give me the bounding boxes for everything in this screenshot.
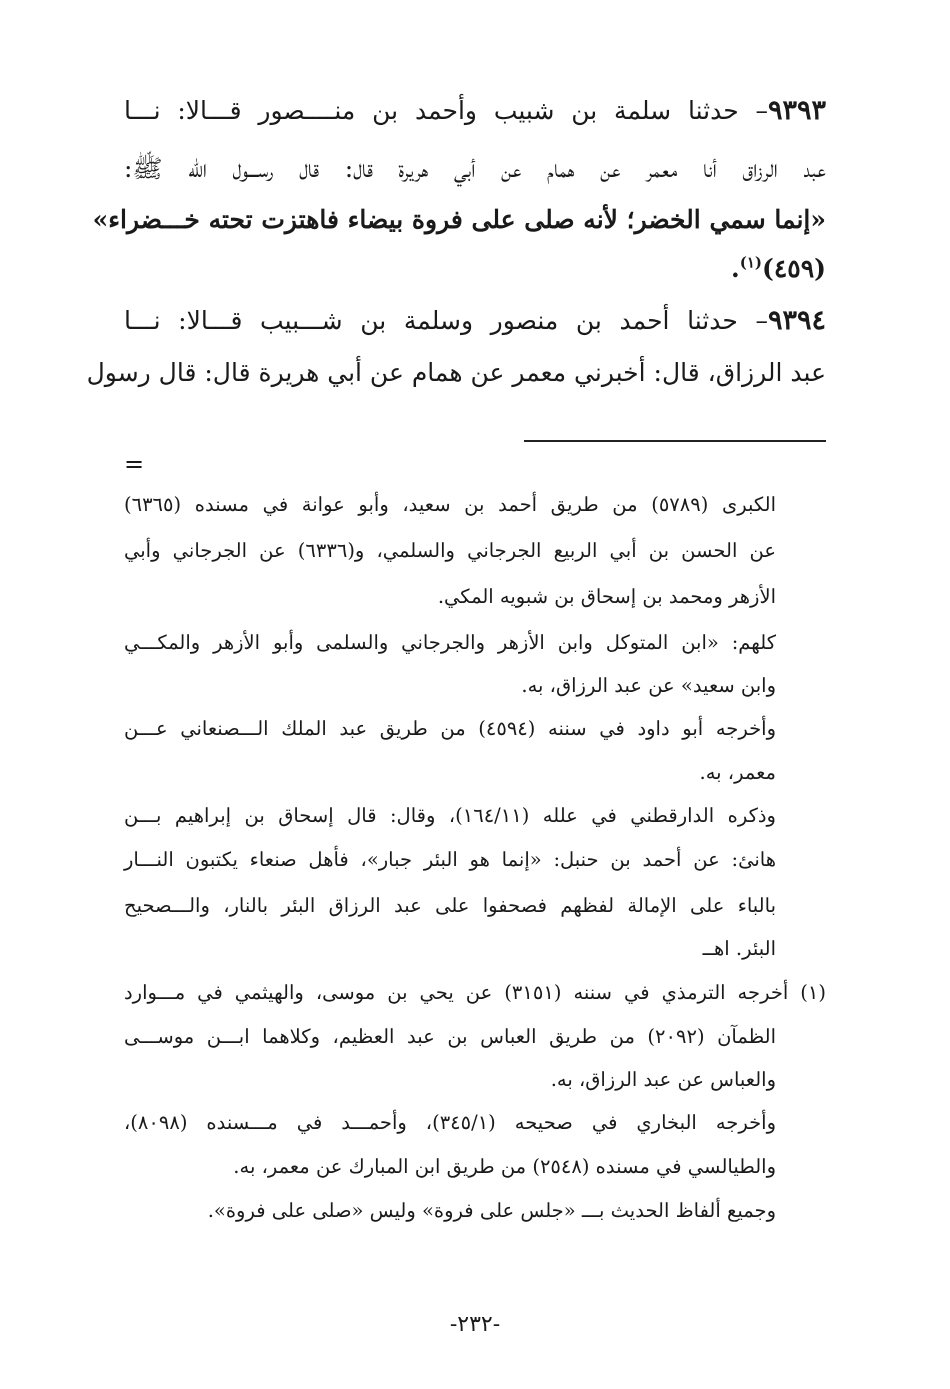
footnote-line: وأخرجه أبو داود في سننه (٤٥٩٤) من طريق عبد الملك الـــصنعاني عـــن: [124, 717, 776, 740]
footnote-line: كلهم: «ابن المتوكل وابن الأزهر والجرجاني والسلمى وأبو الأزهر والمكـــي: [124, 631, 776, 654]
continuation-mark: =: [124, 450, 145, 478]
footnote-line: هانئ: عن أحمد بن حنبل: «إنما هو البئر جبار»، فأهل صنعاء يكتبون النـــار: [124, 848, 776, 871]
footnote-line: والعباس عن عبد الرزاق، به.: [550, 1068, 776, 1091]
hadith-9393-line-1: ٩٣٩٣– حدثنا سلمة بن شبيب وأحمد بن منــــصور قـــالا: نـــا: [124, 95, 826, 126]
footnote-line: بالباء على الإمالة لفظهم فصحفوا على عبد الرزاق البئر بالنار، والـــصحيح: [124, 894, 776, 917]
hadith-number: ٩٣٩٣: [767, 95, 826, 126]
footnote-separator: [524, 440, 826, 442]
footnote-line: الأزهر ومحمد بن إسحاق بن شبويه المكي.: [437, 585, 776, 608]
footnote-line: والطيالسي في مسنده (٢٥٤٨) من طريق ابن المبارك عن معمر، به.: [233, 1155, 776, 1178]
footnote-line: وجميع ألفاظ الحديث بـــ «جلس على فروة» وليس «صلى على فروة».: [207, 1199, 776, 1222]
hadith-9393-line-3: «إنما سمي الخضر؛ لأنه صلى على فروة بيضاء فاهتزت تحته خـــضراء»: [92, 205, 826, 234]
footnote-line: معمر، به.: [699, 761, 776, 784]
footnote-line: وأخرجه البخاري في صحيحه (٣٤٥/١)، وأحمـــد في مـــسنده (٨٠٩٨)،: [124, 1111, 776, 1134]
hadith-number: ٩٣٩٤: [767, 305, 826, 336]
hadith-9393-line-2: عبد الرزاق أنا معمر عن همام عن أبي هريرة قال: قال رســـول الله ﷺ:: [124, 154, 826, 183]
footnote-line: وذكره الدارقطني في علله (١٦٤/١١)، وقال: قال إسحاق بن إبراهيم بـــن: [124, 804, 776, 827]
footnote-line: عن الحسن بن أبي الربيع الجرجاني والسلمي، و(٦٣٣٦) عن الجرجاني وأبي: [124, 539, 776, 562]
hadith-9393-line-4: (٤٥٩)$^{(١)}$.: [731, 253, 826, 283]
footnote-line: الظمآن (٢٠٩٢) من طريق العباس بن عبد العظيم، وكلاهما ابـــن موســـى: [124, 1025, 776, 1048]
hadith-9394-line-1: ٩٣٩٤– حدثنا أحمد بن منصور وسلمة بن شـــبيب قـــالا: نـــا: [124, 305, 826, 336]
footnote-marker: (١): [739, 253, 763, 272]
page-number: -٢٣٢-: [449, 1312, 501, 1337]
footnote-line: وابن سعيد» عن عبد الرزاق، به.: [521, 674, 776, 697]
footnote-1-line: (١) أخرجه الترمذي في سننه (٣١٥١) عن يحي بن موسى، والهيثمي في مـــوارد: [124, 981, 827, 1004]
footnote-line: البئر. اهــ: [702, 937, 776, 960]
hadith-9394-line-2: عبد الرزاق، قال: أخبرني معمر عن همام عن أبي هريرة قال: قال رسول: [86, 358, 826, 387]
footnote-line: الكبرى (٥٧٨٩) من طريق أحمد بن سعيد، وأبو عوانة في مسنده (٦٣٦٥): [124, 493, 777, 516]
reference-number: (٤٥٩): [762, 254, 826, 283]
